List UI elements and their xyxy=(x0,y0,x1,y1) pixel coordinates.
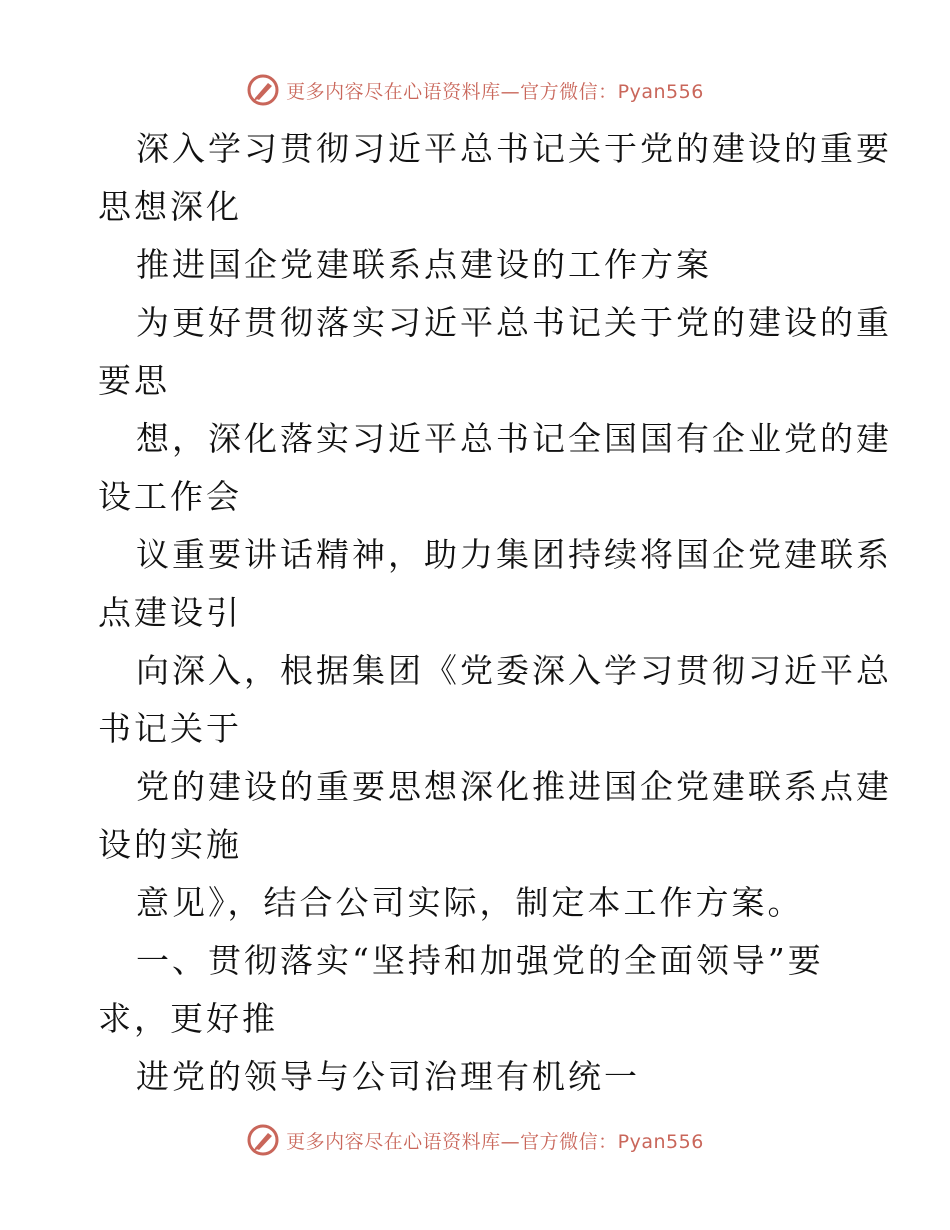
pen-circle-logo-icon xyxy=(246,1123,280,1157)
text-line: 要思 xyxy=(98,361,170,400)
text-line: 设的实施 xyxy=(98,825,242,864)
text-line: 深入学习贯彻习近平总书记关于党的建设的重要 xyxy=(136,129,892,168)
watermark-text: 更多内容尽在心语资料库—官方微信：Pyan556 xyxy=(286,1130,704,1153)
text-line: 向深入，根据集团《党委深入学习贯彻习近平总 xyxy=(136,651,892,690)
watermark-footer xyxy=(0,1120,950,1160)
document-body xyxy=(98,120,892,1106)
text-line: 点建设引 xyxy=(98,593,242,632)
text-line: 党的建设的重要思想深化推进国企党建联系点建 xyxy=(136,767,892,806)
text-line: 为更好贯彻落实习近平总书记关于党的建设的重 xyxy=(136,303,892,342)
pen-circle-logo-icon xyxy=(246,73,280,107)
document-title: 推进国企党建联系点建设的工作方案 xyxy=(136,245,712,284)
text-line: 设工作会 xyxy=(98,477,242,516)
text-line: 思想深化 xyxy=(98,187,242,226)
text-line: 议重要讲话精神，助力集团持续将国企党建联系 xyxy=(136,535,892,574)
watermark-text: 更多内容尽在心语资料库—官方微信：Pyan556 xyxy=(286,80,704,103)
watermark-header xyxy=(0,70,950,110)
text-line: 想，深化落实习近平总书记全国国有企业党的建 xyxy=(136,419,892,458)
text-line: 进党的领导与公司治理有机统一 xyxy=(136,1057,640,1096)
text-line: 意见》，结合公司实际，制定本工作方案。 xyxy=(136,883,804,922)
text-line: 书记关于 xyxy=(98,709,242,748)
text-line: 求，更好推 xyxy=(98,999,278,1038)
section-heading: 一、贯彻落实“坚持和加强党的全面领导”要 xyxy=(136,941,824,980)
